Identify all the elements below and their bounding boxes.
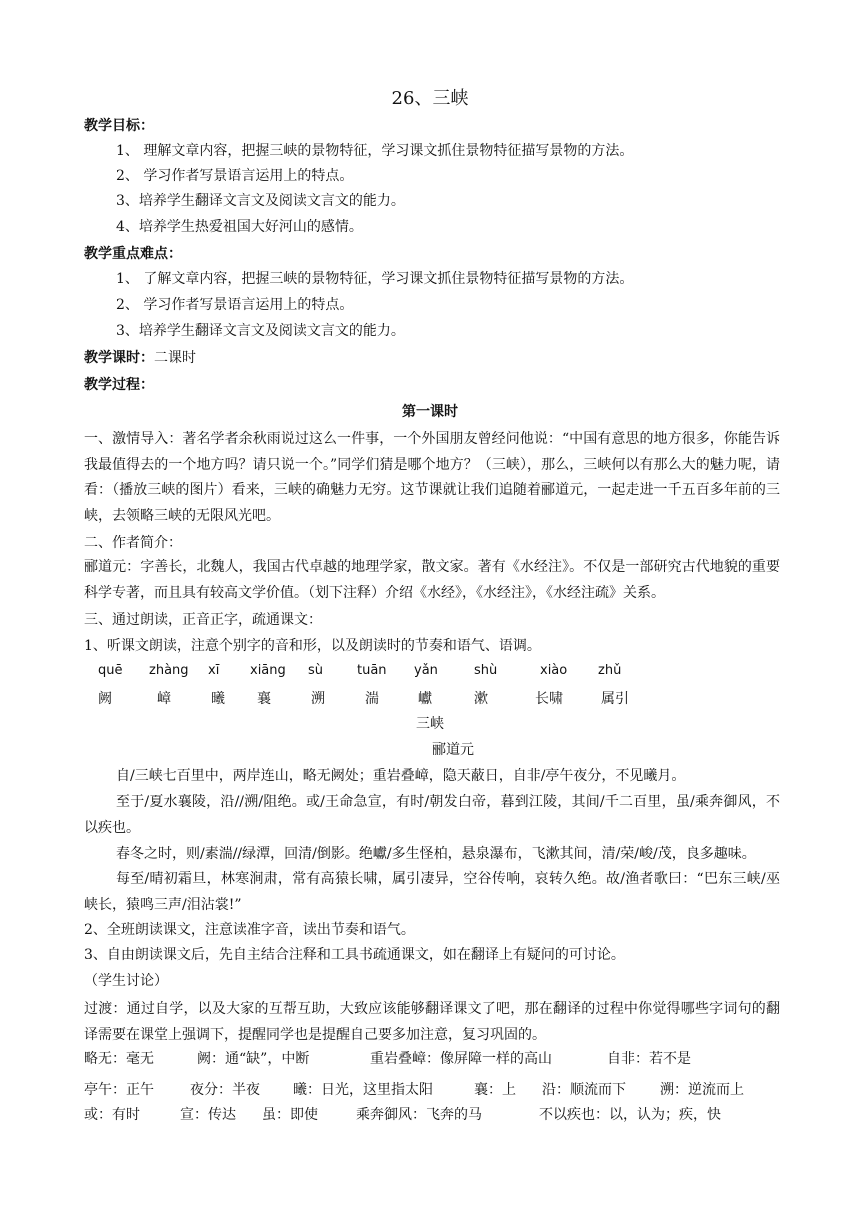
step-2: 2、全班朗读课文，注意读准字音，读出节奏和语气。	[84, 922, 415, 938]
vocab-item: 襄：上	[474, 1082, 516, 1098]
key-points-heading: 教学重点难点：	[84, 246, 182, 262]
section-intro: 一、激情导入：著名学者余秋雨说过这么一件事，一个外国朋友曾经问他说：“中国有意思的地方很多，你能告诉我最值得去的一个地方吗？请只说一个。”同学们猜是哪个地方？（三峡），那么，三峡何以有那么大的魅力呢，请看：（播放三峡的图片）看来，三峡的确魅力无穷。这节课就让我们追随着郦道元，一起走进一千五百多年前的三峡，去领略三峡的无限风光吧。	[84, 431, 780, 524]
char-5: 溯	[311, 691, 325, 707]
char-3: 曦	[211, 691, 225, 707]
vocab-item: 不以疾也：以，认为；疾，快	[539, 1107, 721, 1123]
lesson-title: 第一课时	[402, 404, 458, 420]
vocab-item: 夜分：半夜	[190, 1082, 260, 1098]
goal-item-3: 3、培养学生翻译文言文及阅读文言文的能力。	[116, 193, 405, 209]
vocab-item: 自非：若不是	[607, 1051, 691, 1067]
goal-item-2: 2、 学习作者写景语言运用上的特点。	[116, 168, 354, 184]
char-7: 巘	[418, 691, 432, 707]
vocab-item: 重岩叠嶂：像屏障一样的高山	[370, 1051, 552, 1067]
step-1: 1、听课文朗读，注意个别字的音和形，以及朗读时的节奏和语气、语调。	[84, 638, 541, 654]
text-para-3: 春冬之时，则/素湍//绿潭，回清/倒影。绝巘/多生怪柏，悬泉瀑布，飞漱其间，清/荣/峻/茂，良多趣味。	[116, 846, 756, 862]
process-heading: 教学过程：	[84, 377, 154, 393]
pinyin-1: quē	[98, 663, 123, 678]
discussion-note: （学生讨论）	[84, 973, 168, 989]
goal-item-4: 4、培养学生热爱祖国大好河山的感情。	[116, 219, 363, 235]
key-point-item-2: 2、 学习作者写景语言运用上的特点。	[116, 297, 354, 313]
class-hours-value: 二课时	[154, 350, 196, 366]
key-point-item-1: 1、 了解文章内容，把握三峡的景物特征，学习课文抓住景物特征描写景物的方法。	[116, 271, 634, 287]
vocab-item: 阙：通“缺”，中断	[197, 1051, 310, 1067]
char-8: 漱	[474, 691, 488, 707]
key-point-item-3: 3、培养学生翻译文言文及阅读文言文的能力。	[116, 323, 405, 339]
vocab-item: 溯：逆流而上	[660, 1082, 744, 1098]
pinyin-4: xiāng	[250, 663, 286, 678]
vocab-item: 曦：日光，这里指太阳	[293, 1082, 433, 1098]
char-1: 阙	[98, 691, 112, 707]
char-10: 属引	[601, 691, 629, 707]
char-9: 长啸	[535, 691, 563, 707]
pinyin-10: zhǔ	[598, 663, 622, 678]
pinyin-2: zhàng	[149, 663, 189, 678]
vocab-item: 亭午：正午	[84, 1082, 154, 1098]
pinyin-9: xiào	[540, 663, 568, 678]
goal-item-1: 1、 理解文章内容，把握三峡的景物特征，学习课文抓住景物特征描写景物的方法。	[116, 143, 634, 159]
page-title: 26、三峡	[391, 88, 469, 109]
vocab-item: 宣：传达	[180, 1107, 236, 1123]
transition-text: 过渡：通过自学，以及大家的互帮互助，大致应该能够翻译课文了吧，那在翻译的过程中你觉得哪些字词句的翻译需要在课堂上强调下，提醒同学也是提醒自己要多加注意，复习巩固的。	[84, 1001, 780, 1043]
pinyin-7: yǎn	[414, 663, 438, 678]
pinyin-5: sù	[308, 663, 324, 678]
goals-heading: 教学目标：	[84, 118, 154, 134]
vocab-item: 或：有时	[84, 1107, 140, 1123]
vocab-item: 虽：即使	[262, 1107, 318, 1123]
text-title: 三峡	[416, 716, 444, 732]
char-4: 襄	[257, 691, 271, 707]
text-para-4: 每至/晴初霜旦，林寒涧肃，常有高猿长啸，属引凄异，空谷传响，哀转久绝。故/渔者歌曰：“巴东三峡/巫峡长，猿鸣三声/泪沾裳!”	[84, 871, 780, 913]
section-author-text: 郦道元：字善长，北魏人，我国古代卓越的地理学家，散文家。著有《水经注》。不仅是一部研究古代地貌的重要科学专著，而且具有较高文学价值。（划下注释）介绍《水经》，《水经注》，《水经注疏》关系。	[84, 559, 780, 601]
vocab-item: 略无：毫无	[84, 1051, 154, 1067]
section-author-heading: 二、作者简介：	[84, 535, 182, 551]
char-6: 湍	[365, 691, 379, 707]
section-reading-heading: 三、通过朗读，正音正字，疏通课文：	[84, 612, 322, 628]
pinyin-6: tuān	[357, 663, 387, 678]
class-hours-label: 教学课时：	[84, 350, 154, 366]
text-para-2: 至于/夏水襄陵，沿//溯/阻绝。或/王命急宣，有时/朝发白帝，暮到江陵，其间/千二百里，虽/乘奔御风，不以疾也。	[84, 794, 780, 836]
text-para-1: 自/三峡七百里中，两岸连山，略无阙处；重岩叠嶂，隐天蔽日，自非/亭午夜分，不见曦月。	[116, 768, 686, 784]
char-2: 嶂	[157, 691, 171, 707]
step-3: 3、自由朗读课文后，先自主结合注释和工具书疏通课文，如在翻译上有疑问的可讨论。	[84, 947, 625, 963]
text-author: 郦道元	[432, 742, 474, 758]
vocab-item: 乘奔御风：飞奔的马	[356, 1107, 482, 1123]
pinyin-3: xī	[208, 663, 220, 678]
vocab-item: 沿：顺流而下	[542, 1082, 626, 1098]
class-hours	[84, 348, 196, 368]
pinyin-8: shù	[474, 663, 498, 678]
